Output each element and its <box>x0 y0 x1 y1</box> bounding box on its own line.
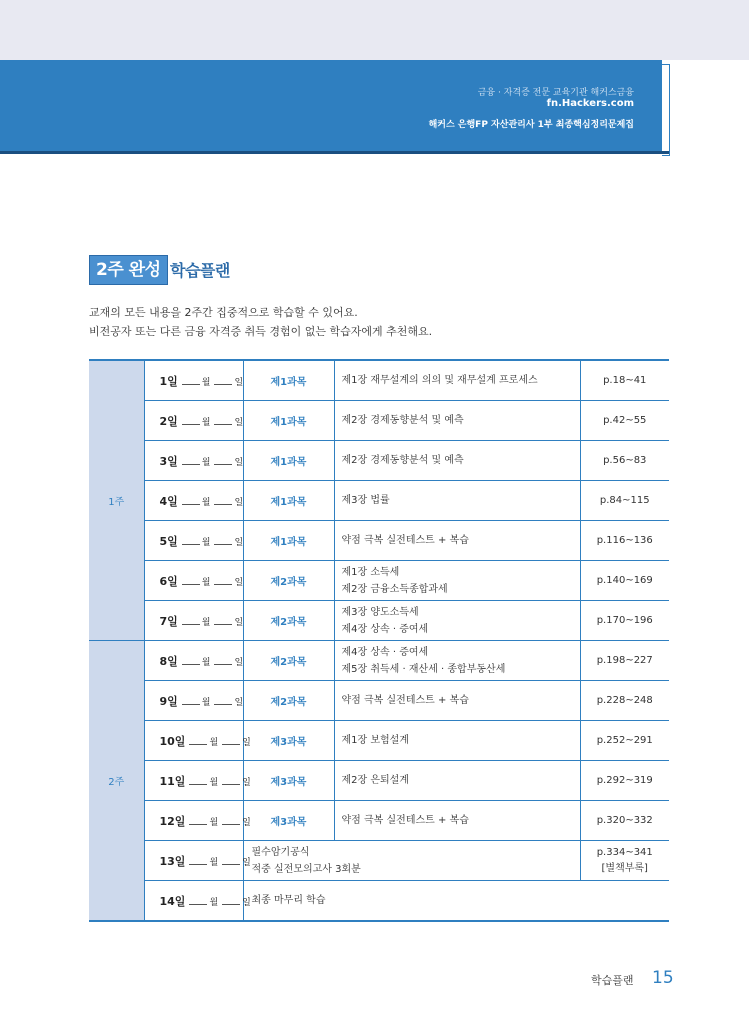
subject-cell: 제2과목 <box>243 601 334 641</box>
table-row <box>89 801 669 841</box>
day-unit: 일 <box>234 537 244 548</box>
table-row <box>89 521 669 561</box>
page-range: p.292~319 <box>596 774 653 786</box>
subject-cell: 제2과목 <box>243 681 334 721</box>
day-unit: 일 <box>242 737 251 748</box>
month-blank <box>182 576 200 585</box>
day-unit: 일 <box>234 657 244 668</box>
content-line: 제3장 양도소득세 <box>341 606 419 618</box>
day-blank <box>214 616 232 625</box>
day-blank <box>222 896 240 905</box>
month-blank <box>189 776 207 785</box>
day-unit: 일 <box>242 897 251 908</box>
page-range-cell <box>580 521 669 561</box>
month-blank <box>182 456 200 465</box>
day-unit: 일 <box>242 857 251 868</box>
page-range-cell <box>580 481 669 521</box>
day-cell <box>144 641 243 681</box>
content-line: 최종 마무리 학습 <box>251 895 326 906</box>
day-cell <box>144 360 243 401</box>
content-cell <box>334 401 580 441</box>
intro-line-1: 교재의 모든 내용을 2주간 집중적으로 학습할 수 있어요. <box>89 306 358 319</box>
month-unit: 월 <box>201 697 211 708</box>
day-unit: 일 <box>242 777 251 788</box>
content-line: 필수암기공식 <box>251 846 310 858</box>
page-range-cell <box>580 601 669 641</box>
content-cell <box>243 841 580 881</box>
day-blank <box>214 456 232 465</box>
page-range-cell <box>580 681 669 721</box>
content-cell <box>334 761 580 801</box>
page-range: p.42~55 <box>603 414 647 426</box>
subject-cell: 제1과목 <box>243 521 334 561</box>
content-line: 제4장 상속 · 증여세 <box>341 646 429 658</box>
day-number: 7일 <box>159 614 178 628</box>
content-line: 제2장 금융소득종합과세 <box>341 583 448 595</box>
month-blank <box>189 896 207 905</box>
day-cell <box>144 401 243 441</box>
month-blank <box>182 696 200 705</box>
page-range-cell <box>580 801 669 841</box>
study-plan-table <box>89 359 669 922</box>
page-range: p.320~332 <box>596 814 653 826</box>
content-line: 제4장 상속 · 증여세 <box>341 623 429 635</box>
subject-cell: 제1과목 <box>243 441 334 481</box>
content-line: 약점 극복 실전테스트 + 복습 <box>341 535 469 546</box>
page-range-cell <box>580 841 669 881</box>
month-unit: 월 <box>209 857 219 868</box>
content-line: 제1장 보험설계 <box>341 735 410 746</box>
book-spine-edge <box>662 64 670 156</box>
page-range: p.334~341 <box>596 846 653 858</box>
page-range: p.252~291 <box>596 734 653 746</box>
content-line: 제1장 재무설계의 의의 및 재무설계 프로세스 <box>341 375 538 386</box>
content-cell <box>243 881 669 922</box>
day-number: 9일 <box>159 694 178 708</box>
top-background-band <box>0 0 749 60</box>
day-cell <box>144 881 251 922</box>
day-blank <box>214 536 232 545</box>
day-number: 3일 <box>159 454 178 468</box>
subject-cell: 제3과목 <box>243 761 334 801</box>
content-line: 제2장 경제동향분석 및 예측 <box>341 455 464 466</box>
intro-line-2: 비전공자 또는 다른 금융 자격증 취득 경험이 없는 학습자에게 추천해요. <box>89 325 433 338</box>
page-range: p.84~115 <box>599 494 650 506</box>
month-unit: 월 <box>201 657 211 668</box>
day-unit: 일 <box>234 497 244 508</box>
month-blank <box>182 496 200 505</box>
content-cell <box>334 360 580 401</box>
page-range: p.228~248 <box>596 694 653 706</box>
table-row <box>89 601 669 641</box>
month-blank <box>182 376 200 385</box>
subject-cell: 제2과목 <box>243 561 334 601</box>
day-cell <box>144 561 243 601</box>
day-blank <box>214 656 232 665</box>
content-cell <box>334 561 580 601</box>
table-row <box>89 441 669 481</box>
table-row <box>89 401 669 441</box>
month-blank <box>189 856 207 865</box>
day-number: 5일 <box>159 534 178 548</box>
month-blank <box>182 536 200 545</box>
page-number: 15 <box>652 968 674 988</box>
page-range-cell <box>580 360 669 401</box>
day-number: 4일 <box>159 494 178 508</box>
content-cell <box>334 521 580 561</box>
day-unit: 일 <box>234 697 244 708</box>
page-range: [별책부록] <box>601 862 648 874</box>
plan-badge: 2주 완성 <box>89 255 168 285</box>
month-blank <box>189 736 207 745</box>
subject-cell: 제3과목 <box>243 801 334 841</box>
month-unit: 월 <box>201 497 211 508</box>
day-number: 13일 <box>159 854 186 868</box>
content-cell <box>334 801 580 841</box>
month-blank <box>182 416 200 425</box>
day-cell <box>144 681 243 721</box>
day-cell <box>144 441 243 481</box>
book-spine-shadow <box>662 151 669 154</box>
day-cell <box>144 841 251 881</box>
subject-cell: 제1과목 <box>243 401 334 441</box>
content-line: 적중 실전모의고사 3회분 <box>251 863 361 875</box>
day-number: 11일 <box>159 774 186 788</box>
subject-cell: 제3과목 <box>243 721 334 761</box>
day-blank <box>214 576 232 585</box>
header-banner <box>0 60 662 154</box>
table-row <box>89 481 669 521</box>
month-unit: 월 <box>201 537 211 548</box>
page-range-cell <box>580 641 669 681</box>
day-number: 12일 <box>159 814 186 828</box>
page-range-cell <box>580 761 669 801</box>
month-blank <box>189 816 207 825</box>
page-range: p.116~136 <box>596 534 653 546</box>
day-blank <box>222 856 240 865</box>
day-cell <box>144 481 243 521</box>
month-unit: 월 <box>201 377 211 388</box>
day-blank <box>214 696 232 705</box>
day-blank <box>222 736 240 745</box>
week-label: 1주 <box>89 360 144 641</box>
day-number: 2일 <box>159 414 178 428</box>
footer-section-label: 학습플랜 <box>591 974 634 987</box>
book-title: 해커스 은행FP 자산관리사 1부 최종핵심정리문제집 <box>428 120 634 130</box>
month-unit: 월 <box>201 417 211 428</box>
month-unit: 월 <box>201 577 211 588</box>
table-row <box>89 360 669 401</box>
day-unit: 일 <box>234 617 244 628</box>
table-row <box>89 761 669 801</box>
day-number: 14일 <box>159 894 186 908</box>
content-line: 제3장 법률 <box>341 495 390 506</box>
content-line: 제2장 은퇴설계 <box>341 775 410 786</box>
day-unit: 일 <box>234 577 244 588</box>
page-range-cell <box>580 561 669 601</box>
publisher-site: fn.Hackers.com <box>546 98 634 109</box>
month-unit: 월 <box>209 737 219 748</box>
day-blank <box>214 496 232 505</box>
page-range: p.140~169 <box>596 574 653 586</box>
content-line: 약점 극복 실전테스트 + 복습 <box>341 815 469 826</box>
page-range: p.170~196 <box>596 614 653 626</box>
day-blank <box>222 776 240 785</box>
day-blank <box>214 416 232 425</box>
day-cell <box>144 601 243 641</box>
content-line: 제2장 경제동향분석 및 예측 <box>341 415 464 426</box>
month-blank <box>182 616 200 625</box>
content-line: 약점 극복 실전테스트 + 복습 <box>341 695 469 706</box>
day-number: 6일 <box>159 574 178 588</box>
publisher-tagline: 금융 · 자격증 전문 교육기관 해커스금융 <box>477 88 634 98</box>
day-number: 10일 <box>159 734 186 748</box>
day-number: 1일 <box>159 374 178 388</box>
month-unit: 월 <box>209 777 219 788</box>
day-unit: 일 <box>234 377 244 388</box>
day-unit: 일 <box>234 457 244 468</box>
month-unit: 월 <box>201 457 211 468</box>
day-blank <box>214 376 232 385</box>
day-cell <box>144 721 251 761</box>
day-cell <box>144 761 251 801</box>
page-range: p.18~41 <box>603 374 647 386</box>
content-cell <box>334 641 580 681</box>
page-range-cell <box>580 401 669 441</box>
day-cell <box>144 521 243 561</box>
week-label: 2주 <box>89 641 144 922</box>
content-line: 제5장 취득세 · 재산세 · 종합부동산세 <box>341 663 506 675</box>
month-unit: 월 <box>209 897 219 908</box>
day-number: 8일 <box>159 654 178 668</box>
content-cell <box>334 681 580 721</box>
content-cell <box>334 441 580 481</box>
content-line: 제1장 소득세 <box>341 566 400 578</box>
page-range: p.56~83 <box>603 454 647 466</box>
content-cell <box>334 481 580 521</box>
table-row <box>89 841 669 881</box>
subject-cell: 제1과목 <box>243 481 334 521</box>
table-row <box>89 561 669 601</box>
page-range: p.198~227 <box>596 654 653 666</box>
content-cell <box>334 721 580 761</box>
table-row <box>89 721 669 761</box>
day-unit: 일 <box>242 817 251 828</box>
subject-cell: 제2과목 <box>243 641 334 681</box>
month-unit: 월 <box>209 817 219 828</box>
table-row <box>89 881 669 922</box>
page-range-cell <box>580 441 669 481</box>
subject-cell: 제1과목 <box>243 360 334 401</box>
table-row <box>89 681 669 721</box>
table-row <box>89 641 669 681</box>
day-cell <box>144 801 251 841</box>
day-blank <box>222 816 240 825</box>
month-blank <box>182 656 200 665</box>
month-unit: 월 <box>201 617 211 628</box>
content-cell <box>334 601 580 641</box>
page-range-cell <box>580 721 669 761</box>
day-unit: 일 <box>234 417 244 428</box>
page-title: 학습플랜 <box>170 261 230 280</box>
